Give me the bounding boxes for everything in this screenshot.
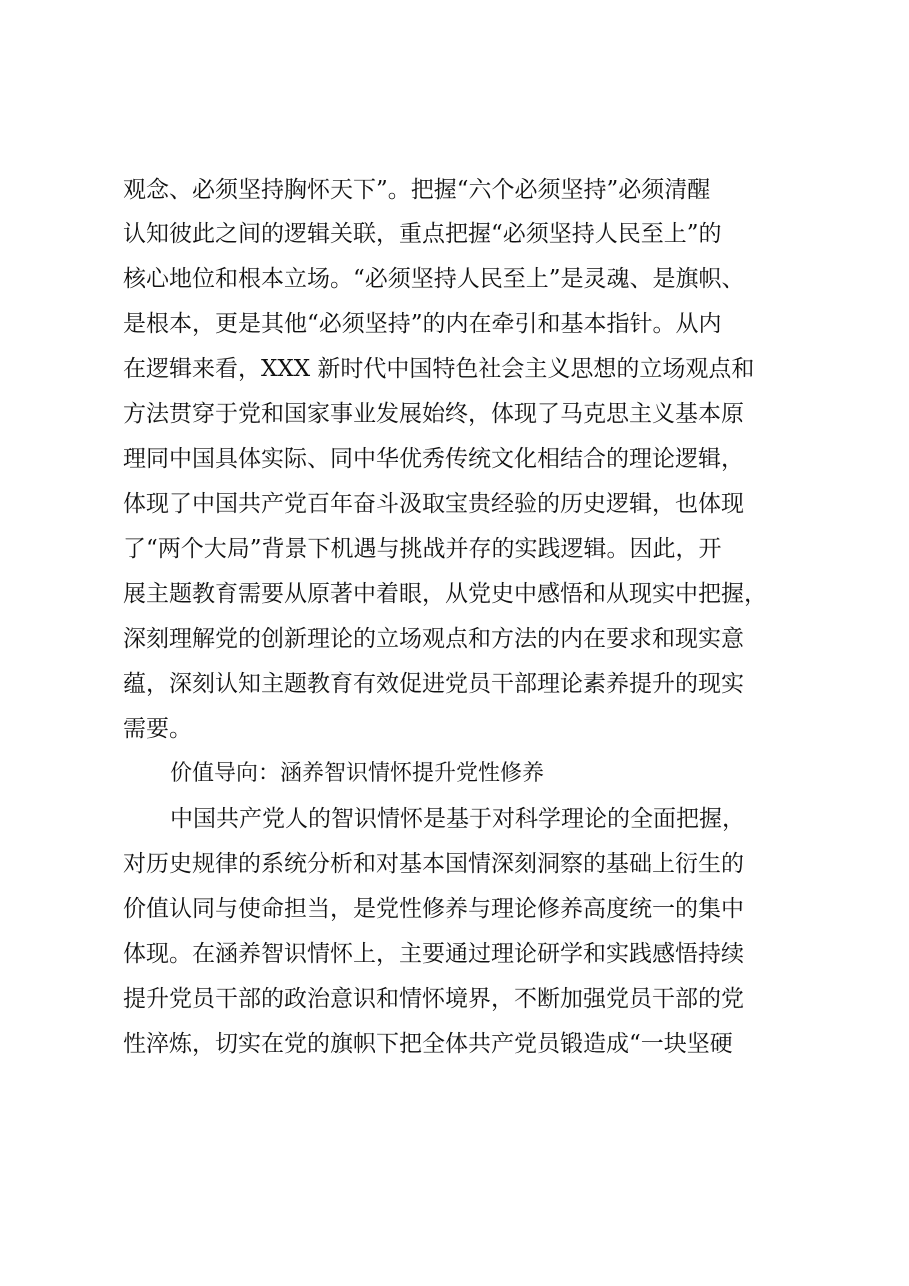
- paragraph-2-line: 性淬炼，切实在党的旗帜下把全体共产党员锻造成“一块坚硬: [123, 1031, 733, 1057]
- section-heading: 价值导向：涵养智识情怀提升党性修养: [170, 761, 545, 786]
- paragraph-1-line: 体现了中国共产党百年奋斗汲取宝贵经验的历史逻辑，也体现: [123, 491, 744, 517]
- paragraph-1-line: 观念、必须坚持胸怀天下”。把握“六个必须坚持”必须清醒: [123, 177, 711, 203]
- paragraph-1-line: 了“两个大局”背景下机遇与挑战并存的实践逻辑。因此，开: [123, 536, 722, 562]
- paragraph-1-line: 需要。: [123, 716, 192, 742]
- paragraph-1-line: 在逻辑来看，XXX 新时代中国特色社会主义思想的立场观点和: [123, 356, 755, 382]
- paragraph-1-line: 理同中国具体实际、同中华优秀传统文化相结合的理论逻辑，: [123, 446, 744, 472]
- paragraph-2-line: 体现。在涵养智识情怀上，主要通过理论研学和实践感悟持续: [123, 941, 744, 967]
- paragraph-2-line: 对历史规律的系统分析和对基本国情深刻洞察的基础上衍生的: [123, 851, 744, 877]
- paragraph-1-line: 认知彼此之间的逻辑关联，重点把握“必须坚持人民至上”的: [123, 221, 722, 247]
- paragraph-1-line: 蕴，深刻认知主题教育有效促进党员干部理论素养提升的现实: [123, 671, 744, 697]
- paragraph-1-line: 方法贯穿于党和国家事业发展始终，体现了马克思主义基本原: [123, 401, 744, 427]
- paragraph-1-line: 展主题教育需要从原著中着眼，从党史中感悟和从现实中把握，: [123, 581, 767, 607]
- paragraph-2-line: 价值认同与使命担当，是党性修养与理论修养高度统一的集中: [123, 896, 744, 922]
- paragraph-2-line: 中国共产党人的智识情怀是基于对科学理论的全面把握，: [170, 806, 745, 832]
- paragraph-1-line: 是根本，更是其他“必须坚持”的内在牵引和基本指针。从内: [123, 311, 722, 337]
- paragraph-1-line: 核心地位和根本立场。“必须坚持人民至上”是灵魂、是旗帜、: [123, 266, 745, 292]
- paragraph-2-line: 提升党员干部的政治意识和情怀境界，不断加强党员干部的党: [123, 986, 744, 1012]
- paragraph-1-line: 深刻理解党的创新理论的立场观点和方法的内在要求和现实意: [123, 626, 744, 652]
